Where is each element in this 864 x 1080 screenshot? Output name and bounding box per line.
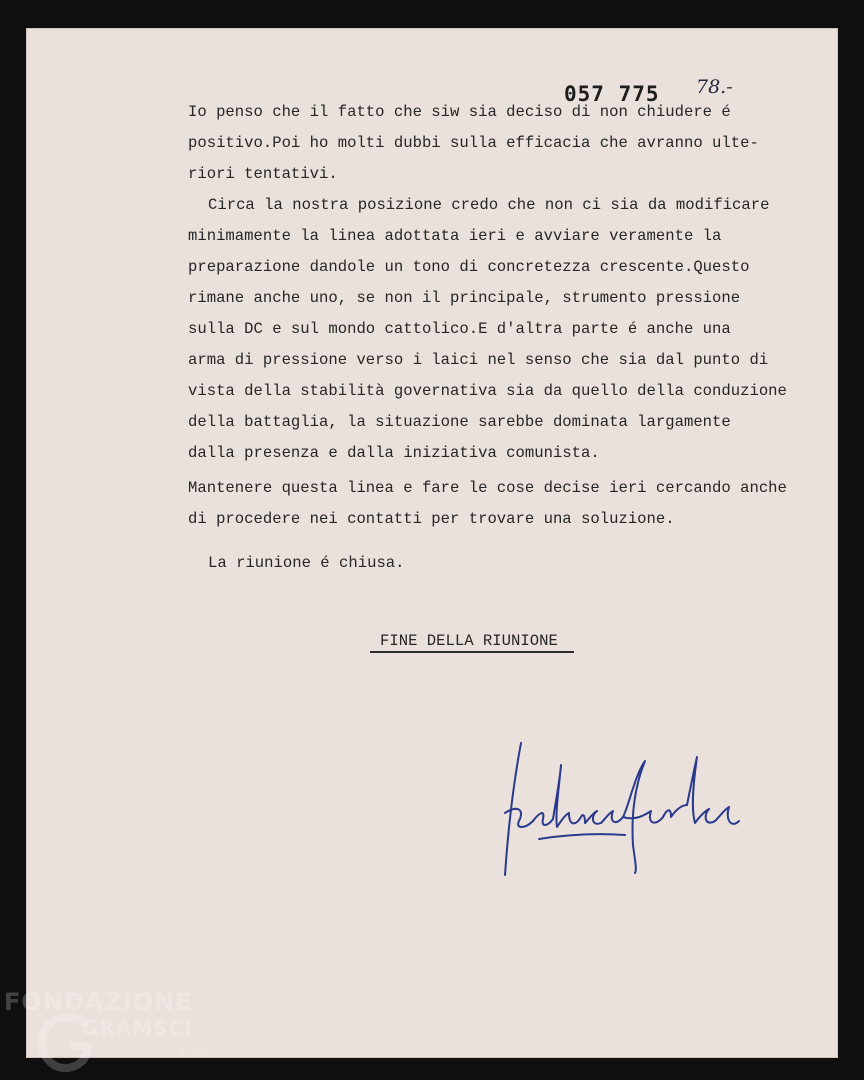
text-line: Io penso che il fatto che siw sia deciso di non chiudere é [188, 103, 731, 121]
paragraph-3 [188, 473, 828, 535]
watermark-suffix: onlus [178, 1046, 208, 1059]
handwritten-note: 78.- [696, 76, 733, 98]
fondazione-gramsci-watermark [4, 984, 218, 1080]
text-line: Mantenere questa linea e fare le cose decise ieri cercando anche [188, 479, 787, 497]
paragraph-2 [188, 190, 828, 469]
text-line: sulla DC e sul mondo cattolico.E d'altra parte é anche una [188, 320, 731, 338]
text-line: vista della stabilità governativa sia da quello della conduzione [188, 382, 787, 400]
text-line: rimane anche uno, se non il principale, strumento pressione [188, 289, 741, 307]
watermark-line1: FONDAZIONE [4, 988, 193, 1016]
text-line: arma di pressione verso i laici nel senso che sia dal punto di [188, 351, 769, 369]
text-line: preparazione dandole un tono di concretezza crescente.Questo [188, 258, 750, 276]
signature-image [495, 735, 745, 885]
text-line: della battaglia, la situazione sarebbe dominata largamente [188, 413, 731, 431]
text-line: minimamente la linea adottata ieri e avviare veramente la [188, 227, 722, 245]
text-line: La riunione é chiusa. [208, 554, 405, 572]
watermark-line2: GRAMSCI [82, 1016, 193, 1040]
text-line: Circa la nostra posizione credo che non ci sia da modificare [208, 196, 770, 214]
paragraph-1 [188, 97, 828, 190]
text-line: dalla presenza e dalla iniziativa comunista. [188, 444, 600, 462]
text-line: riori tentativi. [188, 165, 338, 183]
text-line: positivo.Poi ho molti dubbi sulla efficacia che avranno ulte- [188, 134, 759, 152]
archive-number: 057 775 [564, 82, 660, 106]
end-heading: FINE DELLA RIUNIONE [380, 632, 558, 650]
text-line: di procedere nei contatti per trovare una soluzione. [188, 510, 675, 528]
end-heading-underline [370, 651, 574, 653]
closing-line [188, 548, 828, 579]
